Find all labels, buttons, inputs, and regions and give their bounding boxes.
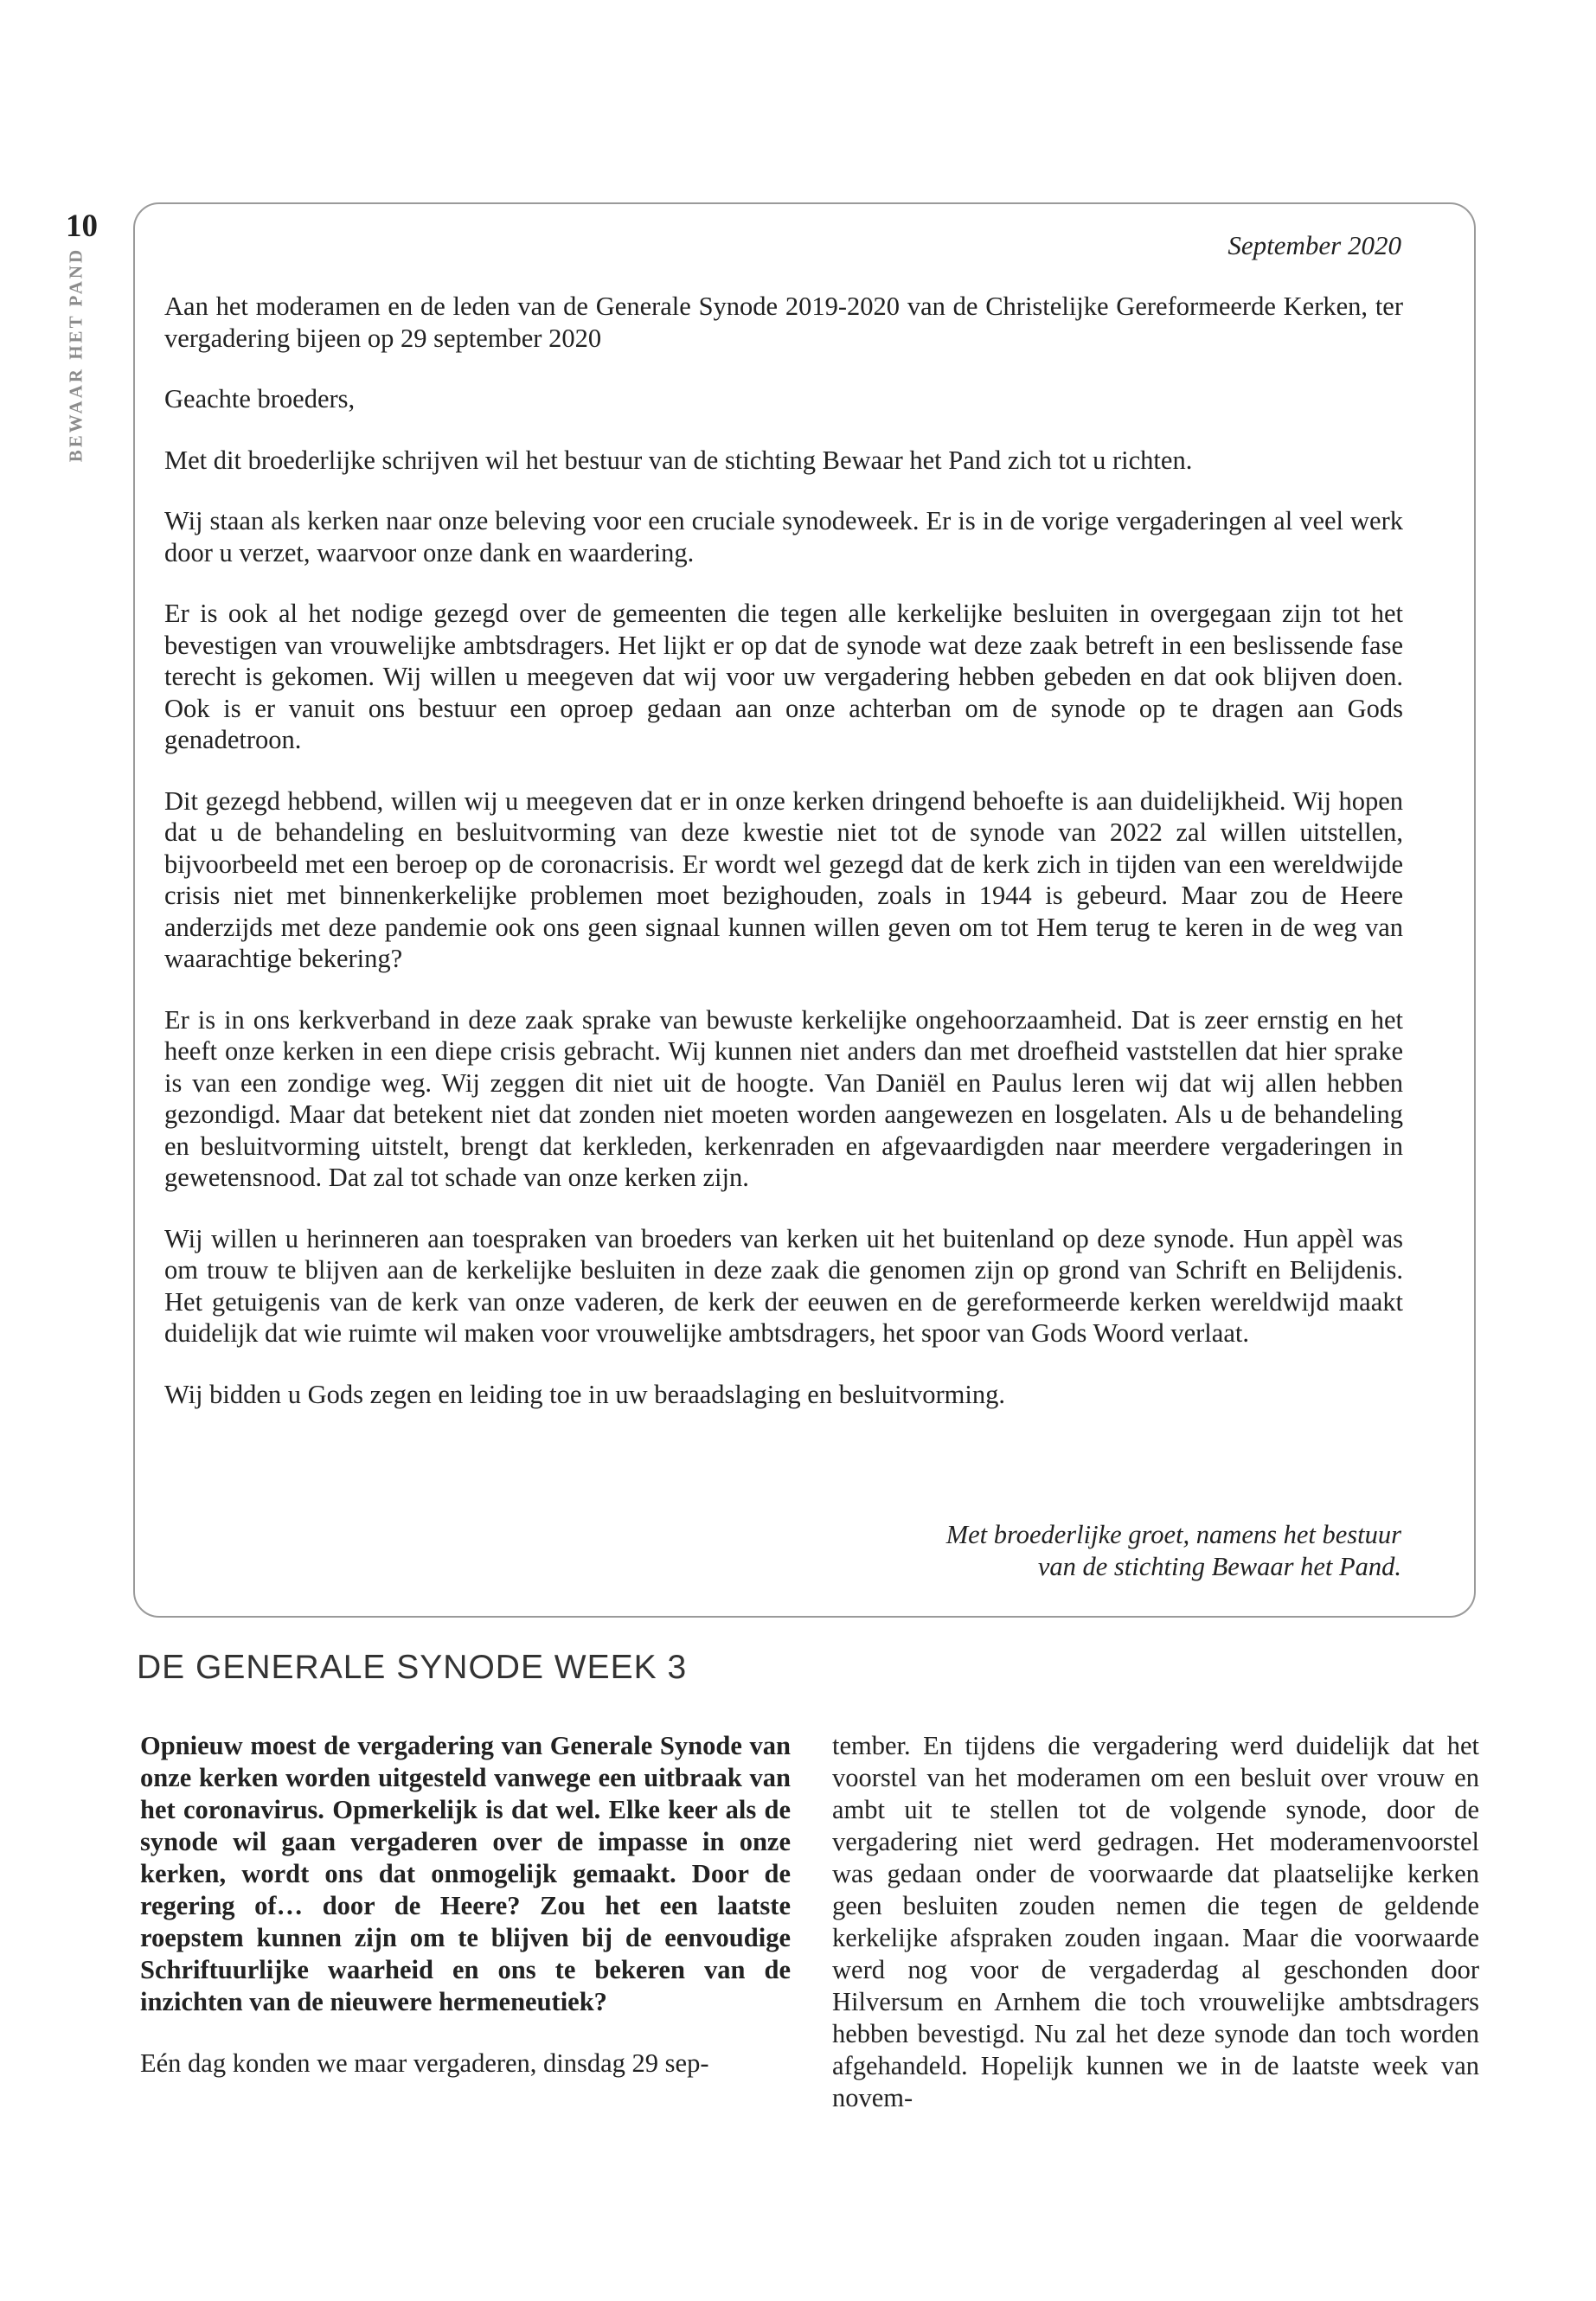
- article-heading: DE GENERALE SYNODE WEEK 3: [137, 1649, 688, 1686]
- running-head: BEWAAR HET PAND: [65, 247, 87, 463]
- article-body-left: Eén dag konden we maar vergaderen, dinsdag 29 sep-: [140, 2048, 709, 2078]
- letter-paragraph: Er is in ons kerkverband in deze zaak sprake van bewuste kerkelijke ongehoorzaamheid. Dat is zeer ernstig en het heeft onze kerken in een diepe crisis gebracht. Wij kunnen niet anders dan met droefheid vaststellen dat hier sprake is van een zondige weg. Wij zeggen dit niet uit de hoogte. Van Daniël en Paulus leren wij dat wij allen hebben gezondigd. Maar dat betekent niet dat zonden niet moeten worden aangewezen en losgelaten. Als u de behandeling en besluitvorming uitstelt, brengt dat kerkleden, kerkenraden en afgevaardigden naar meerdere vergaderingen in gewetensnood. Dat zal tot schade van onze kerken zijn.: [164, 1004, 1403, 1192]
- letter-salutation: Geachte broeders,: [164, 384, 356, 413]
- letter-paragraph: Dit gezegd hebbend, willen wij u meegeven dat er in onze kerken dringend behoefte is aan duidelijkheid. Wij hopen dat u de behandeling en besluitvorming van deze kwestie niet tot de synode van 2022 zal willen uitstellen, bijvoorbeeld met een beroep op de coronacrisis. Er wordt wel gezegd dat de kerk zich in tijden van een wereldwijde crisis niet met binnenkerkelijke problemen moet bezighouden, zoals in 1944 is gebeurd. Maar zou de Heere anderzijds met deze pandemie ook ons geen signaal kunnen willen geven om tot Hem terug te keren in de weg van waarachtige bekering?: [164, 785, 1403, 973]
- letter-address: Aan het moderamen en de leden van de Generale Synode 2019-2020 van de Christelijke Gereformeerde Kerken, ter vergadering bijeen op 29 september 2020: [164, 292, 1403, 353]
- closing-line: van de stichting Bewaar het Pand.: [1037, 1552, 1401, 1581]
- article-column-left: [140, 1730, 791, 2080]
- article-body-right: tember. En tijdens die vergadering werd duidelijk dat het voorstel van het moderamen om een besluit over vrouw en ambt uit te stellen tot de volgende synode, door de vergadering niet werd gedragen. Het moderamenvoorstel was gedaan onder de voorwaarde dat plaatselijke kerken geen besluiten zouden nemen die tegen de geldende kerkelijke afspraken zouden ingaan. Maar die voorwaarde werd nog voor de vergaderdag al geschonden door Hilversum en Arnhem die toch vrouwelijke ambtsdragers hebben bevestigd. Nu zal het deze synode dan toch worden afgehandeld. Hopelijk kunnen we in de laatste week van novem-: [832, 1731, 1479, 2112]
- closing-line: Met broederlijke groet, namens het bestuur: [945, 1520, 1401, 1549]
- letter-paragraph: Wij willen u herinneren aan toespraken van broeders van kerken uit het buitenland op deze synode. Hun appèl was om trouw te blijven aan de kerkelijke besluiten in deze zaak die genomen zijn op grond van Schrift en Belijdenis. Het getuigenis van de kerk van onze vaderen, de kerk der eeuwen en de gereformeerde kerken wereldwijd maakt duidelijk dat wie ruimte wil maken voor vrouwelijke ambtsdragers, het spoor van Gods Woord verlaat.: [164, 1223, 1403, 1348]
- letter-paragraph: Met dit broederlijke schrijven wil het bestuur van de stichting Bewaar het Pand zich tot u richten.: [164, 445, 1193, 475]
- letter-closing: [946, 1519, 1401, 1583]
- letter-body: [164, 291, 1403, 1439]
- page-number: 10: [66, 208, 98, 244]
- article-column-right: [832, 1730, 1479, 2114]
- letter-date: September 2020: [1227, 230, 1401, 260]
- letter-paragraph: Er is ook al het nodige gezegd over de gemeenten die tegen alle kerkelijke besluiten in overgegaan zijn tot het bevestigen van vrouwelijke ambtsdragers. Het lijkt er op dat de synode wat deze zaak betreft in een beslissende fase terecht is gekomen. Wij willen u meegeven dat wij voor uw vergadering hebben gebeden en dat ook blijven doen. Ook is er vanuit ons bestuur een oproep gedaan aan onze achterban om de synode op te dragen aan Gods genadetroon.: [164, 599, 1403, 754]
- letter-paragraph: Wij bidden u Gods zegen en leiding toe in uw beraadslaging en besluitvorming.: [164, 1379, 1006, 1409]
- letter-box: [133, 202, 1476, 1618]
- article-lead: Opnieuw moest de vergadering van Generale Synode van onze kerken worden uitgesteld vanwege een uitbraak van het coronavirus. Opmerkelijk is dat wel. Elke keer als de synode wil gaan vergaderen over de impasse in onze kerken, wordt ons dat onmogelijk gemaakt. Door de regering of… door de Heere? Zou het een laatste roepstem kunnen zijn om te blijven bij de eenvoudige Schriftuurlijke waarheid en ons te bekeren van de inzichten van de nieuwere hermeneutiek?: [140, 1731, 791, 2016]
- letter-paragraph: Wij staan als kerken naar onze beleving voor een cruciale synodeweek. Er is in de vorige vergaderingen al veel werk door u verzet, waarvoor onze dank en waardering.: [164, 506, 1403, 567]
